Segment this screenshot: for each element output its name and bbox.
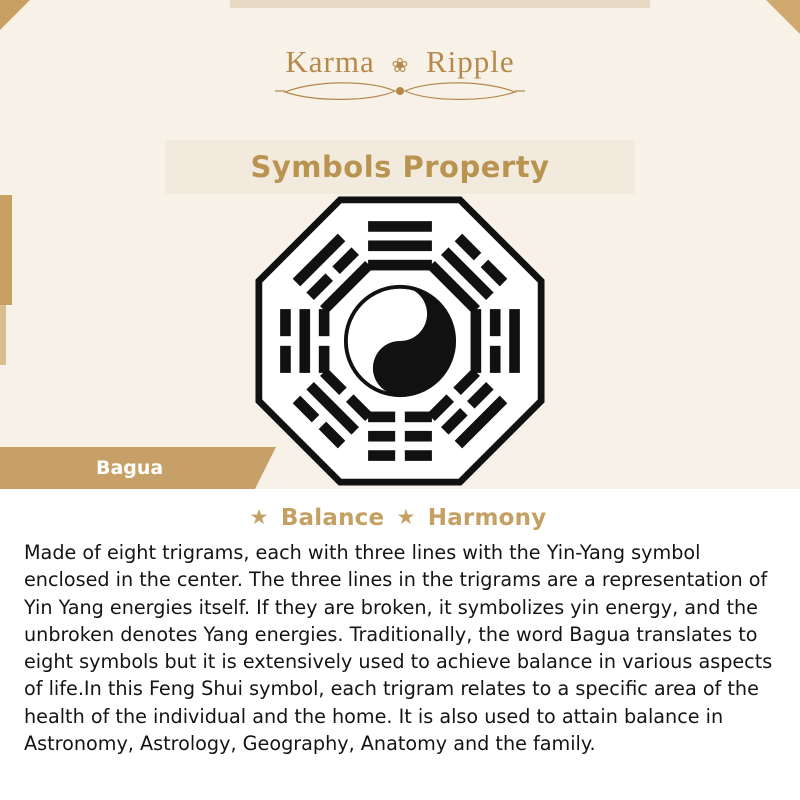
subtitle bbox=[0, 505, 800, 531]
bagua-symbol bbox=[255, 196, 545, 486]
brand-name-left: Karma bbox=[285, 44, 375, 79]
subtitle-balance: Balance bbox=[280, 505, 385, 531]
corner-decoration-top-right bbox=[766, 0, 800, 34]
symbol-illustration bbox=[0, 196, 800, 486]
page-title: Symbols Property bbox=[250, 150, 550, 184]
flourish-icon bbox=[275, 78, 525, 104]
brand-name-right: Ripple bbox=[425, 44, 515, 79]
star-icon-right: ★ bbox=[396, 505, 416, 529]
symbol-name-label: Bagua bbox=[96, 457, 164, 479]
yin-yang-icon bbox=[346, 287, 454, 395]
symbol-name-tag bbox=[0, 447, 255, 489]
star-icon-left: ★ bbox=[249, 505, 269, 529]
brand-logo bbox=[0, 44, 800, 104]
top-strip-decoration bbox=[230, 0, 650, 8]
title-banner bbox=[165, 140, 635, 194]
brand-name bbox=[285, 44, 514, 80]
description-panel bbox=[0, 489, 800, 800]
subtitle-harmony: Harmony bbox=[427, 505, 547, 531]
corner-decoration-top-left bbox=[0, 0, 30, 30]
lotus-icon: ❀ bbox=[391, 55, 410, 77]
description-text: Made of eight trigrams, each with three lines with the Yin-Yang symbol enclosed in the center. The three lines in the trigrams are a representation of Yin Yang energies itself. If they are broken, it symbolizes yin energy, and the unbroken denotes Yang energies. Traditionally, the word Bagua translates to eight symbols but it is extensively used to achieve balance in various aspects of life.In this Feng Shui symbol, each trigram relates to a specific area of the health of the individual and the home. It is also used to attain balance in Astronomy, Astrology, Geography, Anatomy and the family. bbox=[24, 541, 773, 755]
